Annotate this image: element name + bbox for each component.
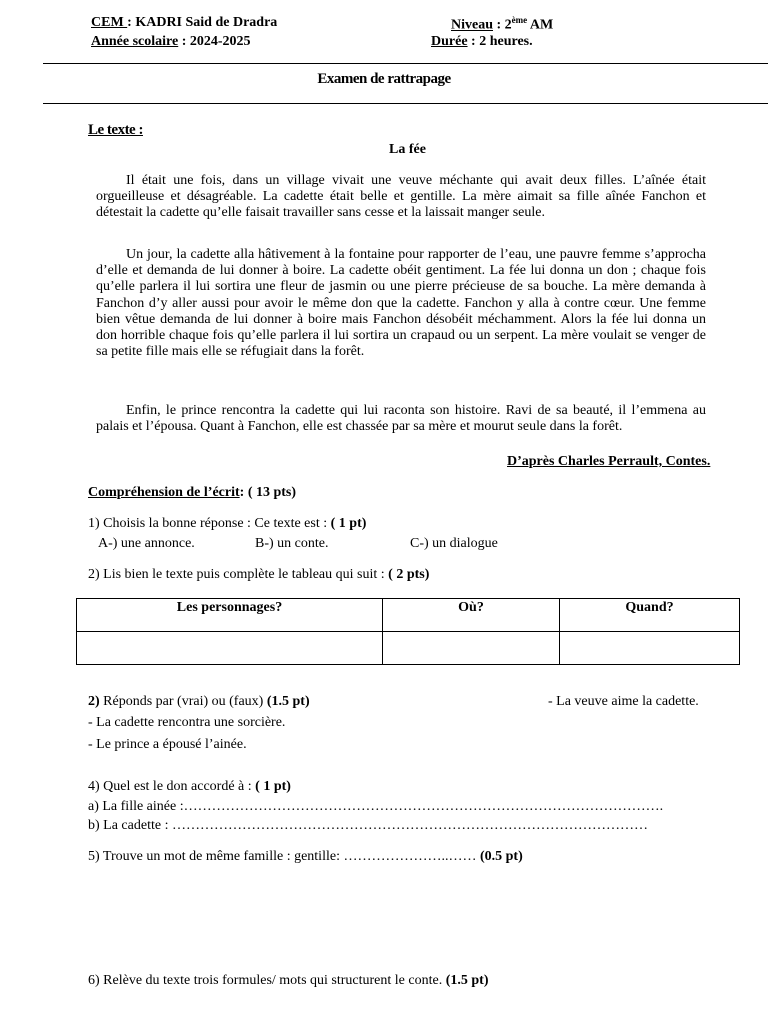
duration-line [431,34,533,50]
statement-2: - La cadette rencontra une sorcière. [88,715,286,730]
question-4-points: ( 1 pt) [255,779,291,794]
school-line [91,15,277,31]
question-2 [88,567,429,583]
table-header-row [77,599,740,632]
table-answer-row [77,632,740,665]
table-header-where: Où? [383,599,560,632]
question-4-line-a: a) La fille ainée :…………………………………………………………………………………………. [88,799,664,814]
niveau-label: Niveau [451,17,493,33]
story-paragraph-1: Il était une fois, dans un village vivait une veuve méchante qui avait deux filles. L’aînée était orgueilleuse et désagréable. La cadette était belle et gentille. La mère aimait sa fille aînée Fanchon et détestait la cadette qu’elle faisait travailler sans cesse et la laissait manger seule. [96,173,706,221]
question-6-text: 6) Relève du texte trois formules/ mots qui structurent le conte. [88,973,446,988]
question-3-text: Réponds par (vrai) ou (faux) [99,694,267,709]
question-4 [88,779,291,795]
niveau-value: : 2 [493,17,512,33]
question-1-text: 1) Choisis la bonne réponse : Ce texte est : [88,516,331,531]
question-4-text: 4) Quel est le don accordé à : [88,779,256,794]
school-year-line [91,34,251,50]
question-3-number: 2) [88,694,100,709]
niveau-suffix: AM [527,17,554,33]
question-3-points: (1.5 pt) [266,694,310,709]
duree-label: Durée [431,34,468,49]
question-1-option-c: C-) un dialogue [410,536,498,551]
table-cell-where[interactable] [383,632,560,665]
duree-value: : 2 heures. [467,34,533,49]
cem-value: : KADRI Said de Dradra [127,15,278,30]
question-1-option-a: A-) une annonce. [98,536,195,551]
story-paragraph-3: Enfin, le prince rencontra la cadette qui lui raconta son histoire. Ravi de sa beauté, il l’emmena au palais et l’épousa. Quant à Fanchon, elle est chassée par sa mère et mourut seule dans la forêt. [96,403,706,435]
header-divider [43,63,768,64]
question-5-points: (0.5 pt) [479,849,523,864]
question-6 [88,973,488,989]
question-1-option-b: B-) un conte. [255,536,329,551]
statement-3: - Le prince a épousé l’ainée. [88,737,247,752]
table-cell-when[interactable] [560,632,740,665]
story-title: La fée [389,142,426,157]
question-5 [88,849,523,865]
text-heading: Le texte : [88,122,143,138]
exam-title: Examen de rattrapage [317,71,451,87]
level-line [451,15,553,34]
comprehension-points: : ( 13 pts) [239,485,297,500]
question-4-line-b: b) La cadette : ………………………………………………………………………………………… [88,818,648,833]
table-header-when: Quand? [560,599,740,632]
story-paragraph-2: Un jour, la cadette alla hâtivement à la fontaine pour rapporter de l’eau, une pauvre femme s’approcha d’elle et demanda de lui donner à boire. La cadette obéit gentiment. La fée lui donna un don ; chaque fois qu’elle parlera il lui sortira une fleur de jasmin ou une pierre précieuse de sa bouche. La mère demanda à Fanchon d’y aller aussi pour avoir le même don que la cadette. Fanchon y alla à contre cœur. Une femme bien vêtue demanda de lui donner à boire mais Fanchon désobéit méchamment. Alors la fée lui donna un don horrible chaque fois qu’elle parlera il lui sortira un crapaud ou un serpent. La mère voulait se venger de sa petite fille mais elle se réfugiait dans la forêt. [96,247,706,360]
annee-value: : 2024-2025 [178,34,251,49]
question-2-text: 2) Lis bien le texte puis complète le tableau qui suit : [88,567,389,582]
comprehension-label: Compréhension de l’écrit [88,485,240,500]
title-divider [43,103,768,104]
question-1 [88,516,366,532]
question-6-points: (1.5 pt) [445,973,489,988]
table-header-characters: Les personnages? [77,599,383,632]
annee-label: Année scolaire [91,34,179,49]
question-5-text: 5) Trouve un mot de même famille : gentille: …………………..…… [88,849,480,864]
statement-1: - La veuve aime la cadette. [548,694,699,709]
table-cell-characters[interactable] [77,632,383,665]
question-2-points: ( 2 pts) [388,567,430,582]
question-1-points: ( 1 pt) [330,516,367,531]
source-citation: D’après Charles Perrault, Contes. [507,454,711,469]
answer-table [76,598,740,665]
question-3 [88,694,310,710]
comprehension-heading [88,485,296,501]
cem-label: CEM [91,15,128,30]
niveau-sup: ème [511,15,528,25]
